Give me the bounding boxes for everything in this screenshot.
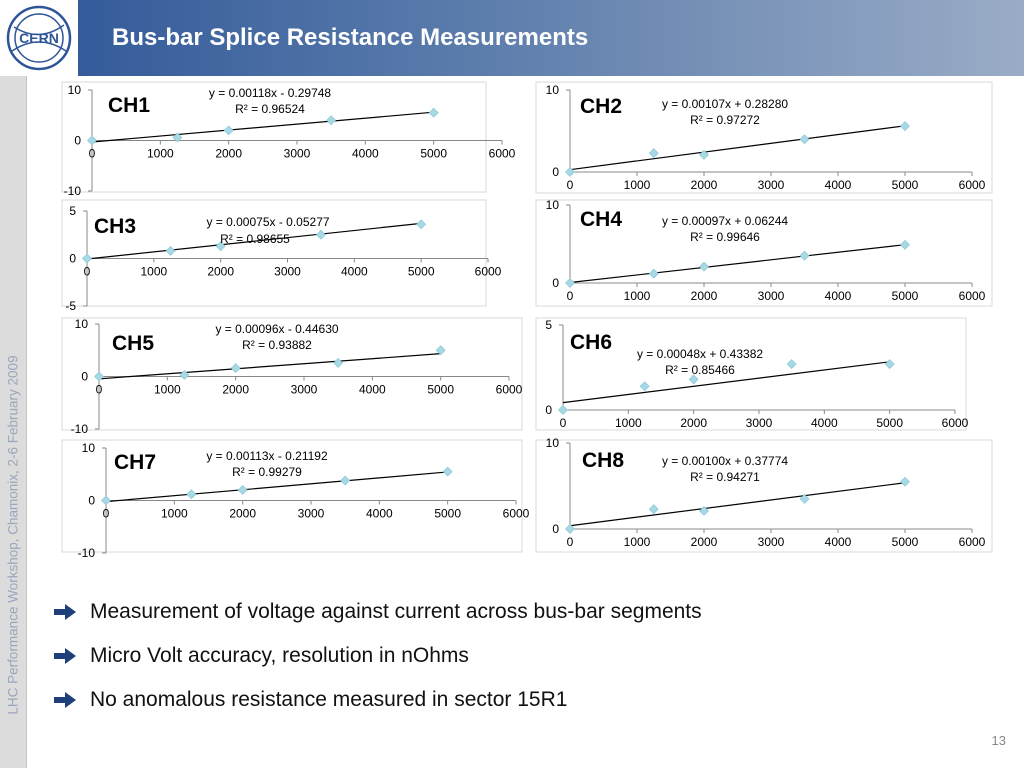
bullet-text: Measurement of voltage against current across bus-bar segments [90,600,702,623]
x-tick-label: 1000 [140,264,168,279]
x-tick-label: 4000 [340,264,368,279]
chart-title: CH5 [112,332,155,355]
y-tick-label: 10 [545,83,559,97]
x-tick-label: 1000 [160,506,188,521]
r-squared-label: R² = 0.97272 [690,113,760,127]
x-tick-label: 0 [88,146,96,161]
bullet-item [52,634,702,678]
x-tick-label: 0 [83,264,91,279]
data-point [901,240,910,249]
y-tick-label: 5 [545,318,552,332]
x-tick-label: 4000 [365,506,393,521]
bullet-text: Micro Volt accuracy, resolution in nOhms [90,644,469,667]
x-tick-label: 1000 [146,146,174,161]
data-point [429,108,438,117]
data-point [166,246,175,255]
x-tick-label: 5000 [891,289,919,303]
arrow-right-icon [52,602,78,622]
x-tick-label: 4000 [358,382,386,397]
r-squared-label: R² = 0.99279 [232,465,302,479]
chart-title: CH7 [114,451,157,474]
data-point [224,126,233,135]
x-tick-label: 5000 [407,264,435,279]
arrow-right-icon [52,646,78,666]
x-tick-label: 1000 [153,382,181,397]
x-tick-label: 4000 [351,146,379,161]
y-tick-label: 0 [552,522,559,536]
data-point [800,135,809,144]
x-tick-label: 6000 [958,535,986,549]
x-tick-label: 2000 [222,382,250,397]
x-tick-label: 3000 [757,178,785,192]
trendline [570,126,905,170]
x-tick-label: 2000 [690,178,718,192]
data-point [83,254,92,263]
chart-title: CH1 [108,94,151,117]
x-tick-label: 0 [566,535,574,549]
trendline-equation: y = 0.00075x - 0.05277 [206,215,330,229]
data-point [341,476,350,485]
x-tick-label: 0 [95,382,103,397]
data-point [901,122,910,131]
data-point [649,149,658,158]
data-point [700,262,709,271]
data-point [187,490,196,499]
y-tick-label: 5 [69,204,76,218]
x-tick-label: 3000 [290,382,318,397]
data-point [238,486,247,495]
y-tick-label: 0 [552,276,559,290]
y-tick-label: 10 [81,441,95,455]
r-squared-label: R² = 0.96524 [235,102,305,116]
y-tick-label: -10 [77,546,95,560]
data-point [231,364,240,373]
x-tick-label: 2000 [229,506,257,521]
y-tick-label: 10 [545,436,559,450]
y-tick-label: 0 [552,165,559,179]
y-tick-label: 0 [88,493,95,508]
r-squared-label: R² = 0.93882 [242,338,312,352]
y-tick-label: -5 [65,299,76,313]
data-point [787,360,796,369]
x-tick-label: 0 [559,416,567,430]
r-squared-label: R² = 0.94271 [690,470,760,484]
trendline-equation: y = 0.00096x - 0.44630 [215,322,339,336]
x-tick-label: 3000 [297,506,325,521]
data-point [316,230,325,239]
trendline [570,483,905,526]
y-tick-label: 0 [81,369,88,384]
data-point [640,382,649,391]
trendline-equation: y = 0.00097x + 0.06244 [661,214,789,228]
x-tick-label: 1000 [623,535,651,549]
data-point [327,116,336,125]
x-tick-label: 1000 [614,416,642,430]
data-point [88,136,97,145]
x-tick-label: 2000 [680,416,708,430]
data-point [102,496,111,505]
x-tick-label: 1000 [623,289,651,303]
chart-title: CH2 [580,95,623,118]
chart-title: CH4 [580,208,623,231]
r-squared-label: R² = 0.99646 [690,230,760,244]
x-tick-label: 5000 [876,416,904,430]
x-tick-label: 6000 [495,382,523,397]
x-tick-label: 6000 [958,289,986,303]
x-tick-label: 3000 [283,146,311,161]
bullet-text: No anomalous resistance measured in sector 15R1 [90,688,568,711]
x-tick-label: 4000 [824,178,852,192]
x-tick-label: 6000 [941,416,969,430]
data-point [334,358,343,367]
y-tick-label: -10 [63,184,81,198]
x-tick-label: 0 [566,178,574,192]
x-tick-label: 2000 [215,146,243,161]
data-point [885,360,894,369]
data-point [559,406,568,415]
x-tick-label: 4000 [824,289,852,303]
x-tick-label: 5000 [891,535,919,549]
bullet-item [52,590,702,634]
x-tick-label: 4000 [810,416,838,430]
y-tick-label: -10 [70,422,88,436]
x-tick-label: 6000 [958,178,986,192]
y-tick-label: 10 [545,198,559,212]
trendline-equation: y = 0.00048x + 0.43382 [636,347,764,361]
x-tick-label: 0 [566,289,574,303]
bullet-list [52,590,702,722]
data-point [95,372,104,381]
data-point [649,505,658,514]
y-tick-label: 0 [74,133,81,148]
data-point [649,269,658,278]
x-tick-label: 1000 [623,178,651,192]
trendline-equation: y = 0.00118x - 0.29748 [208,86,332,100]
trendline-equation: y = 0.00113x - 0.21192 [206,449,328,463]
r-squared-label: R² = 0.98655 [220,232,290,246]
event-caption: LHC Performance Workshop, Chamonix, 2-6 February 2009 [5,355,21,715]
trendline [99,354,441,379]
x-tick-label: 3000 [757,289,785,303]
y-tick-label: 10 [67,83,81,97]
x-tick-label: 4000 [824,535,852,549]
x-tick-label: 2000 [690,535,718,549]
data-point [443,467,452,476]
chart-title: CH3 [94,215,137,238]
trendline-equation: y = 0.00107x + 0.28280 [661,97,789,111]
x-tick-label: 3000 [745,416,773,430]
x-tick-label: 5000 [891,178,919,192]
data-point [800,251,809,260]
page-number: 13 [991,733,1006,748]
x-tick-label: 3000 [757,535,785,549]
x-tick-label: 2000 [207,264,235,279]
arrow-right-icon [52,690,78,710]
y-tick-label: 0 [69,251,76,266]
bullet-item [52,678,702,722]
x-tick-label: 6000 [474,264,502,279]
data-point [417,220,426,229]
logo-text: CERN [19,30,59,46]
x-tick-label: 5000 [434,506,462,521]
r-squared-label: R² = 0.85466 [665,363,735,377]
x-tick-label: 0 [102,506,110,521]
page-title: Bus-bar Splice Resistance Measurements [112,24,589,51]
x-tick-label: 3000 [274,264,301,279]
y-tick-label: 0 [545,403,552,417]
x-tick-label: 2000 [690,289,718,303]
data-point [566,279,575,288]
trendline-equation: y = 0.00100x + 0.37774 [661,454,789,468]
x-tick-label: 5000 [427,382,455,397]
y-tick-label: 10 [74,317,88,331]
chart-title: CH6 [570,331,613,354]
x-tick-label: 5000 [420,146,448,161]
chart-title: CH8 [582,449,625,472]
trendline [570,245,905,283]
x-tick-label: 6000 [502,506,530,521]
x-tick-label: 6000 [488,146,516,161]
data-point [901,477,910,486]
